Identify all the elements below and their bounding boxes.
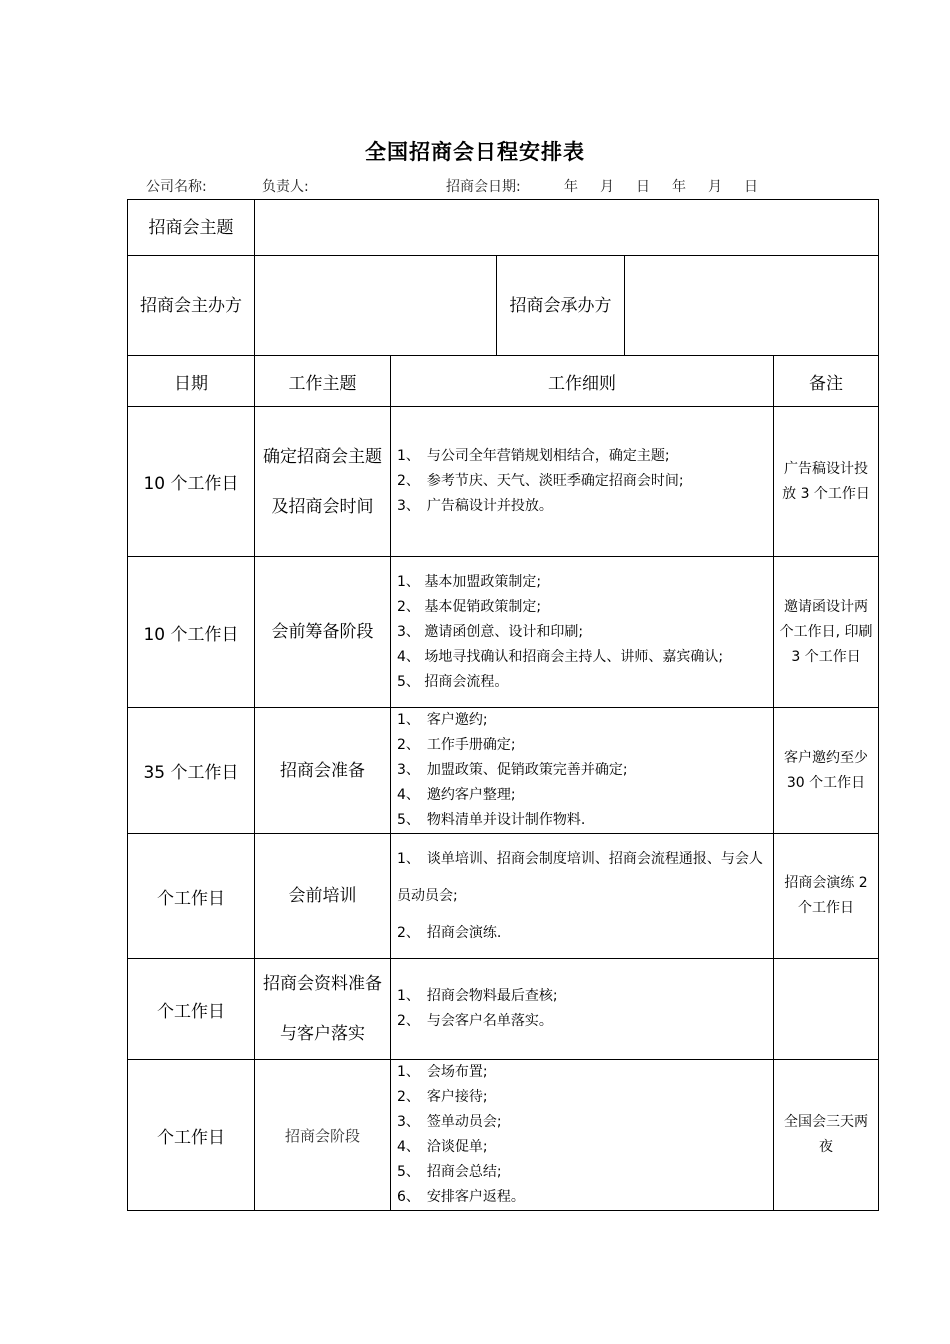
row-details [391,407,774,557]
detail-item: 2、 客户接待; [397,1089,488,1105]
row-date: 个工作日 [128,1060,255,1211]
row-details [391,1060,774,1211]
detail-item: 3、 加盟政策、促销政策完善并确定; [397,762,628,778]
row-topic: 招商会资料准备与客户落实 [255,959,391,1060]
event-date-units [564,176,758,196]
row-note: 广告稿设计投放 3 个工作日 [774,407,879,557]
detail-item: 2、 工作手册确定; [397,737,516,753]
table-row [128,557,879,708]
row-topic: 确定招商会主题及招商会时间 [255,407,391,557]
detail-item: 1、 招商会物料最后查核; [397,988,558,1004]
event-date-label: 招商会日期: [446,179,521,195]
row-date: 个工作日 [128,834,255,959]
schedule-table [127,199,879,1211]
page-title: 全国招商会日程安排表 [365,140,585,164]
column-header-notes: 备注 [774,356,879,407]
detail-item: 4、 邀约客户整理; [397,787,516,803]
theme-label: 招商会主题 [128,200,255,256]
table-row [128,834,879,959]
host-label: 招商会主办方 [128,256,255,356]
row-details [391,959,774,1060]
row-date: 35 个工作日 [128,708,255,834]
table-row [128,1060,879,1211]
detail-item: 5、 招商会总结; [397,1164,502,1180]
detail-item: 5、 招商会流程。 [397,673,509,690]
detail-item: 3、 签单动员会; [397,1114,502,1130]
column-header-date: 日期 [128,356,255,407]
detail-item: 1、 会场布置; [397,1064,488,1080]
row-topic: 会前培训 [255,834,391,959]
detail-item: 4、 场地寻找确认和招商会主持人、讲师、嘉宾确认; [397,648,724,665]
host-row [128,256,879,356]
date-unit-month: 月 [600,179,614,195]
table-row [128,959,879,1060]
detail-item: 1、 客户邀约; [397,712,488,728]
detail-item: 2、 与会客户名单落实。 [397,1013,553,1029]
detail-item: 5、 物料清单并设计制作物料. [397,812,586,828]
date-unit-day: 日 [744,179,758,195]
detail-item: 1、 与公司全年营销规划相结合，确定主题; [397,448,670,464]
column-header-row [128,356,879,407]
organizer-value [625,256,879,356]
person-in-charge-label: 负责人: [262,179,309,195]
date-unit-month: 月 [708,179,722,195]
row-date: 个工作日 [128,959,255,1060]
organizer-label: 招商会承办方 [497,256,625,356]
detail-item: 4、 洽谈促单; [397,1139,488,1155]
row-note [774,959,879,1060]
row-note: 客户邀约至少 30 个工作日 [774,708,879,834]
column-header-topic: 工作主题 [255,356,391,407]
row-topic: 招商会准备 [255,708,391,834]
detail-item: 1、 基本加盟政策制定; [397,573,542,590]
row-topic: 会前筹备阶段 [255,557,391,708]
detail-item: 3、 邀请函创意、设计和印刷; [397,623,584,640]
detail-item: 2、 招商会演练. [397,924,502,941]
theme-row [128,200,879,256]
detail-item: 6、 安排客户返程。 [397,1189,525,1205]
row-topic: 招商会阶段 [255,1060,391,1211]
row-date: 10 个工作日 [128,557,255,708]
detail-item: 2、 参考节庆、天气、淡旺季确定招商会时间; [397,473,684,489]
column-header-details: 工作细则 [391,356,774,407]
date-unit-year: 年 [672,179,686,195]
row-details [391,708,774,834]
company-name-label: 公司名称: [146,179,207,195]
date-unit-day: 日 [636,179,650,195]
row-details [391,557,774,708]
detail-item: 3、 广告稿设计并投放。 [397,498,553,514]
host-value [255,256,497,356]
detail-item: 1、 谈单培训、招商会制度培训、招商会流程通报、与会人员动员会; [397,850,763,904]
row-details [391,834,774,959]
detail-item: 2、 基本促销政策制定; [397,598,542,615]
row-note: 全国会三天两夜 [774,1060,879,1211]
row-note: 邀请函设计两个工作日, 印刷 3 个工作日 [774,557,879,708]
date-unit-year: 年 [564,179,578,195]
row-note: 招商会演练 2 个工作日 [774,834,879,959]
table-row [128,708,879,834]
theme-value [255,200,879,256]
table-row [128,407,879,557]
row-date: 10 个工作日 [128,407,255,557]
